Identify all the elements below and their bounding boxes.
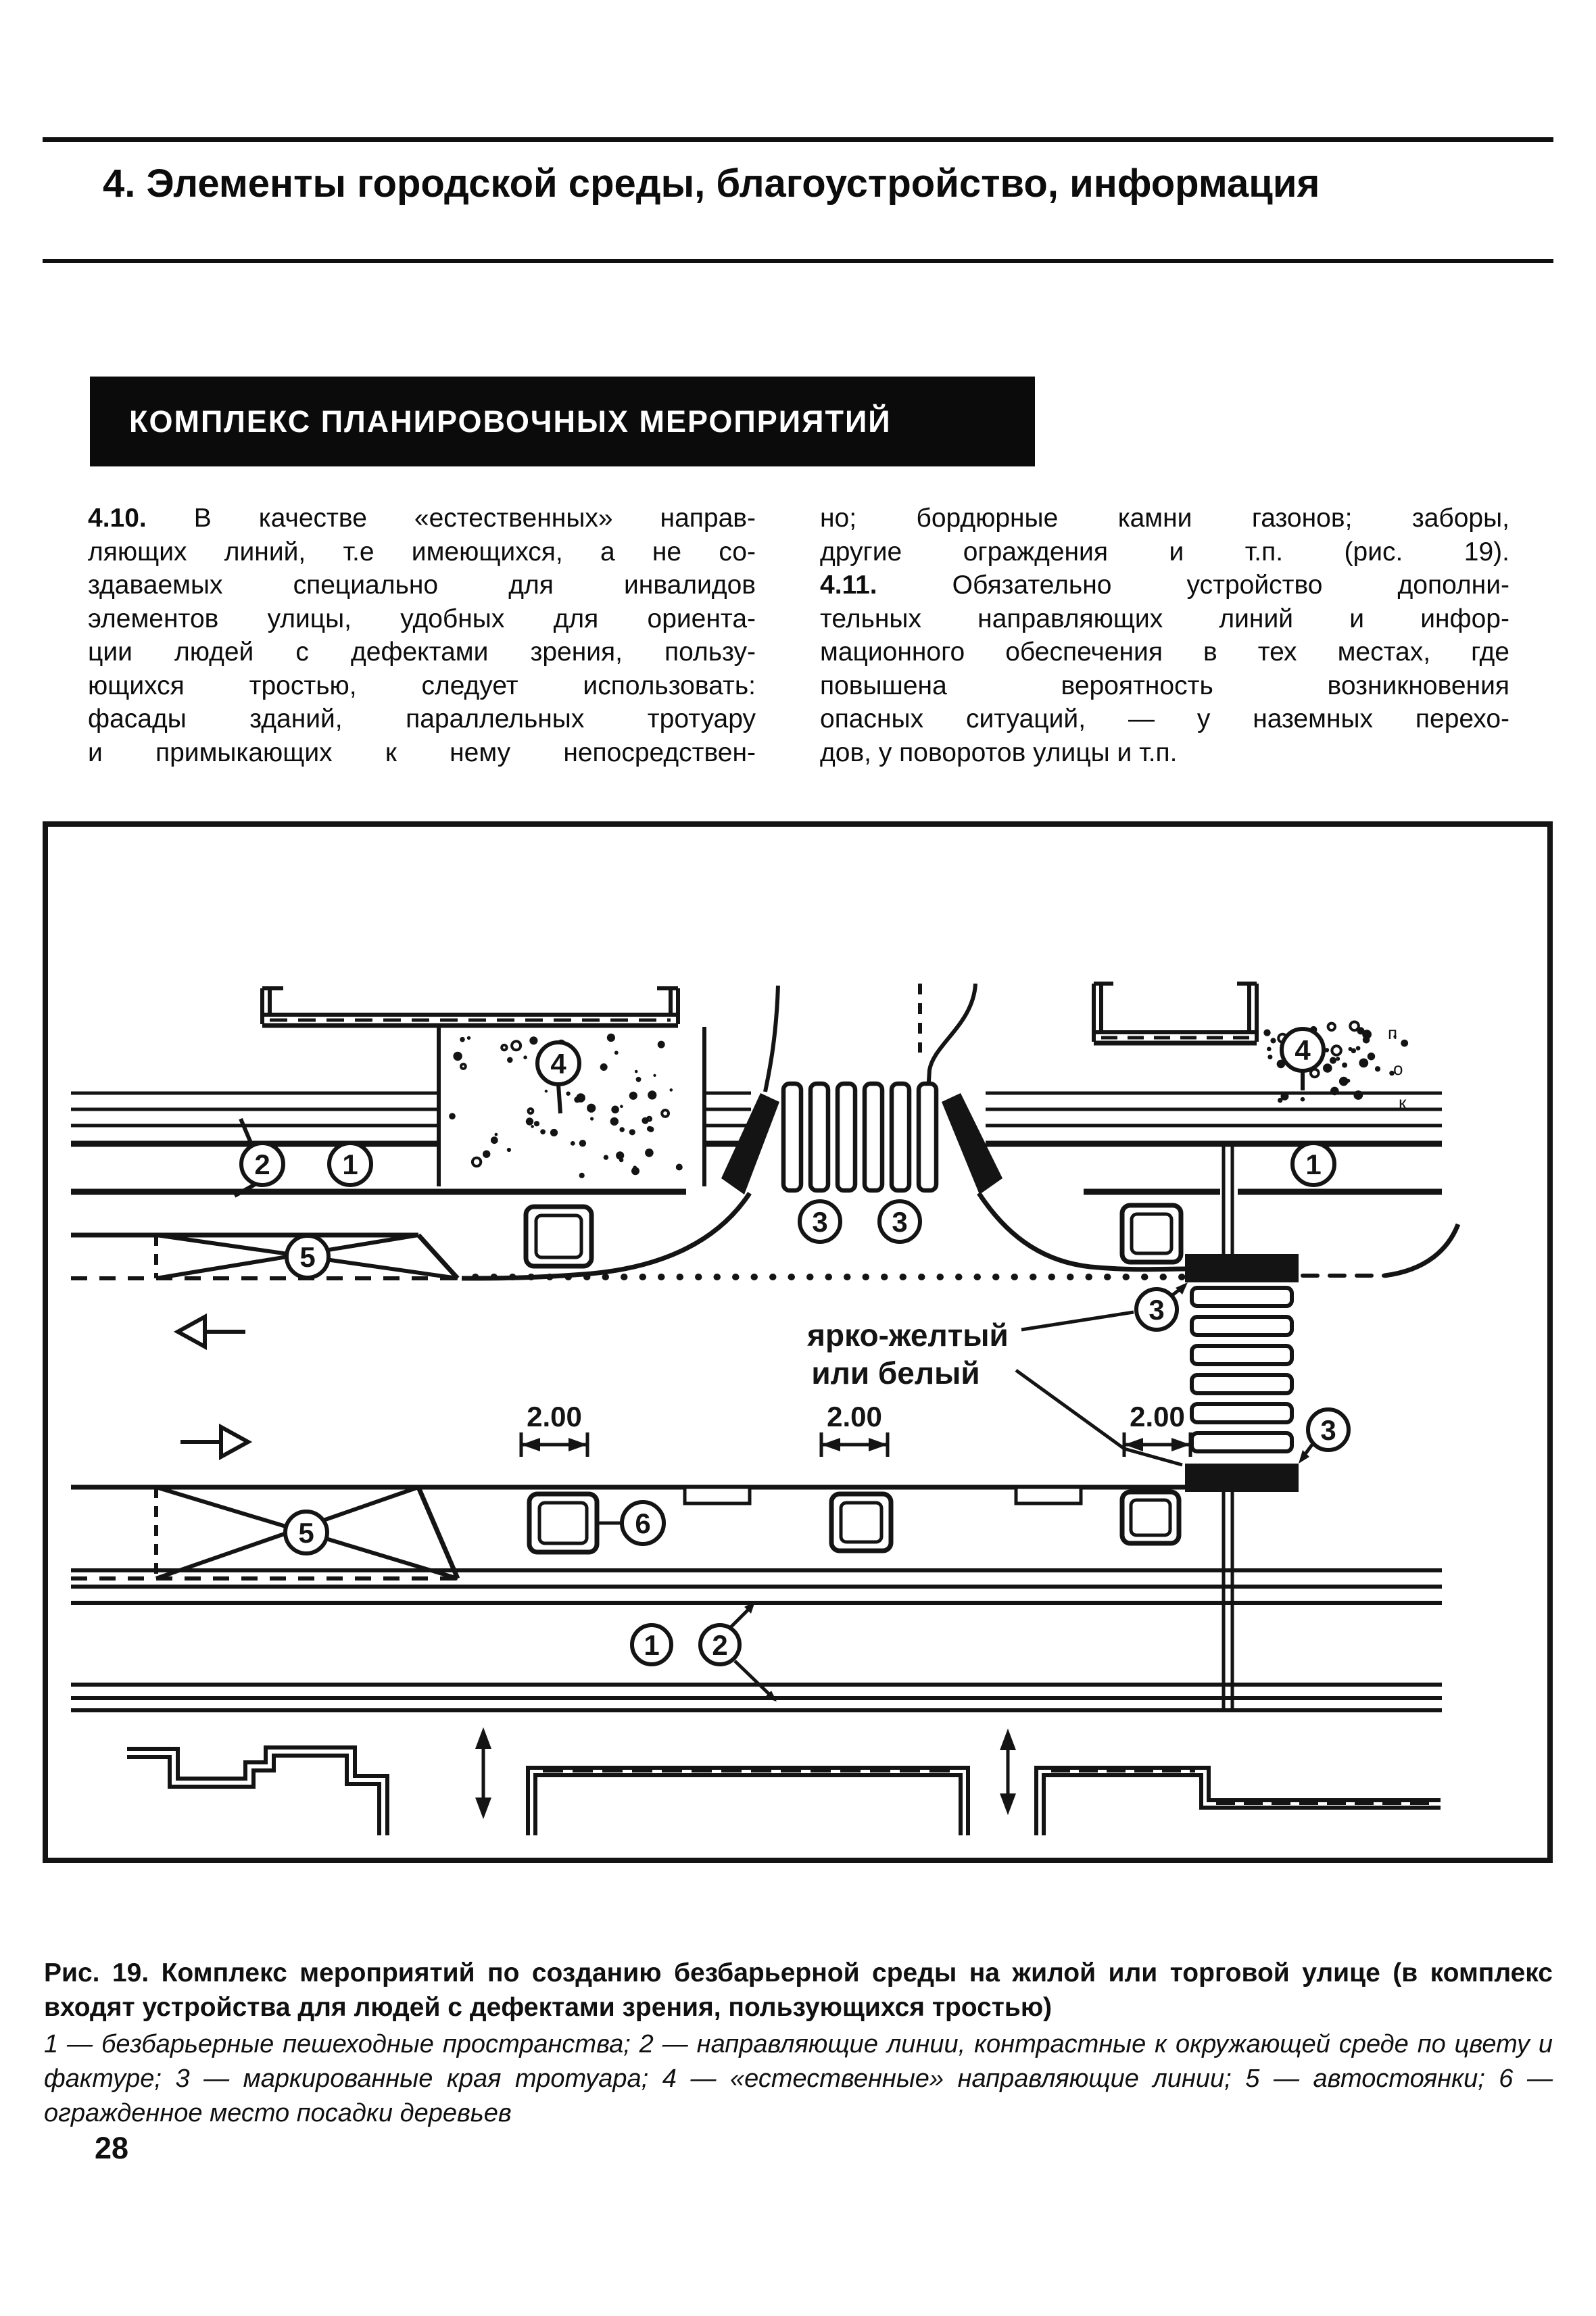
tree-pit-top-right xyxy=(1122,1205,1181,1262)
callout-3-entry-bottom xyxy=(1299,1409,1349,1464)
header-bottom-rule xyxy=(43,259,1553,263)
traffic-arrow-left xyxy=(178,1317,245,1347)
dimension-label: 2.00 xyxy=(1130,1401,1185,1432)
figure-caption xyxy=(44,1956,1553,2131)
callout-number: 4 xyxy=(1295,1034,1311,1066)
callout-number: 2 xyxy=(254,1149,270,1180)
color-note xyxy=(806,1312,1182,1465)
figure-caption-title: Рис. 19. Комплекс мероприятий по созданию безбарьерной среды на жилой или торговой улице (в комплекс входят устройства для людей с дефектами зрения, пользующихся тростью) xyxy=(44,1958,1553,2022)
paragraph-line: опасных ситуаций, — у наземных перехо- xyxy=(820,704,1509,733)
callout-2-top xyxy=(235,1119,283,1196)
guiding-lines-bottom-band-1 xyxy=(71,1570,1442,1603)
figure-caption-legend: 1 — безбарьерные пешеходные пространства; 2 — направляющие линии, контрастные к окружающей среде по цвету и фактуре; 3 — маркированные края тротуара; 4 — «естественные» направляющие линии; 5 — автостоянки; 6 — огражденное место посадки деревьев xyxy=(44,2030,1553,2127)
guiding-lines-bottom-band-2 xyxy=(71,1685,1442,1710)
callout-3-right xyxy=(879,1201,920,1242)
marked-crossing-entry-bottom xyxy=(1185,1464,1299,1492)
callout-number: 5 xyxy=(298,1517,314,1549)
paragraph-line: ции людей с дефектами зрения, пользу- xyxy=(88,637,756,667)
line-text: Обязательно устройство дополни- xyxy=(877,571,1509,600)
para-number: 4.11. xyxy=(820,571,877,600)
stipple-mark: п xyxy=(1388,1023,1398,1043)
callout-4-right xyxy=(1282,1029,1324,1090)
top-rule xyxy=(43,137,1553,142)
body-column-right xyxy=(820,502,1509,769)
marked-curb-edges xyxy=(721,1093,1002,1195)
paragraph-line: мационного обеспечения в тех местах, где xyxy=(820,637,1509,667)
zebra-crossing-vertical xyxy=(1192,1288,1292,1451)
callout-number: 2 xyxy=(712,1629,728,1661)
tree-pit-bottom-2 xyxy=(831,1494,891,1551)
color-note-line2: или белый xyxy=(811,1355,980,1391)
stipple-mark: к xyxy=(1399,1092,1407,1113)
pole xyxy=(1224,1146,1232,1710)
parking-area-bottom xyxy=(71,1487,458,1578)
page-title: 4. Элементы городской среды, благоустройство, информация xyxy=(103,162,1320,206)
body-column-left xyxy=(88,502,756,769)
callout-number: 6 xyxy=(635,1507,651,1539)
kerb-bay-curves xyxy=(462,1193,1458,1278)
sidewalk-edge-lower xyxy=(71,1487,1185,1503)
zebra-crossing-horizontal xyxy=(783,1084,936,1190)
paragraph-line: тельных направляющих линий и инфор- xyxy=(820,604,1509,633)
figure-frame xyxy=(45,824,1550,1860)
paragraph-line: повышена вероятность возникновения xyxy=(820,671,1509,700)
paragraph-line: ющихся тростью, следует использовать: xyxy=(88,671,756,700)
dimension-right xyxy=(1124,1401,1190,1457)
parking-area-top xyxy=(71,1235,458,1278)
callout-number: 3 xyxy=(1320,1414,1336,1446)
line-text: В качестве «естественных» направ- xyxy=(146,504,756,533)
clearance-arrow-2 xyxy=(1000,1729,1016,1815)
paragraph-line: фасады зданий, параллельных тротуару xyxy=(88,704,756,733)
paragraph-line xyxy=(820,569,1509,602)
tree-pit-bottom-1 xyxy=(529,1494,597,1552)
section-banner xyxy=(90,377,1035,466)
paragraph-line: и примыкающих к нему непосредствен- xyxy=(88,738,756,767)
street-plan-drawing xyxy=(43,821,1553,1866)
callout-4-left xyxy=(537,1042,579,1113)
kerb-inlet xyxy=(1016,1487,1081,1503)
tree-pit-top-left xyxy=(526,1207,591,1266)
paragraph-line xyxy=(88,502,756,535)
callout-6 xyxy=(598,1502,664,1544)
paragraph-line: дов, у поворотов улицы и т.п. xyxy=(820,738,1178,767)
stipple-mark: о xyxy=(1393,1059,1403,1079)
building-bottom-right xyxy=(1036,1768,1441,1835)
kerb-inlet xyxy=(685,1487,750,1503)
callout-number: 1 xyxy=(1305,1149,1322,1180)
callout-3-entry-top xyxy=(1136,1282,1188,1330)
paragraph-line: элементов улицы, удобных для ориента- xyxy=(88,604,756,633)
crosswalk-approach-lines xyxy=(765,984,975,1092)
traffic-arrow-right xyxy=(180,1427,248,1457)
dimension-middle xyxy=(821,1401,888,1457)
paragraph-line: здаваемых специально для инвалидов xyxy=(88,571,756,600)
building-top-left xyxy=(262,988,678,1026)
paragraph-line: другие ограждения и т.п. (рис. 19). xyxy=(820,537,1509,566)
callout-number: 1 xyxy=(342,1149,358,1180)
section-banner-label: КОМПЛЕКС ПЛАНИРОВОЧНЫХ МЕРОПРИЯТИЙ xyxy=(129,404,892,439)
callout-number: 4 xyxy=(550,1048,566,1080)
tree-pit-bottom-3 xyxy=(1122,1492,1179,1543)
color-note-line1: ярко-желтый xyxy=(807,1318,1009,1353)
dimension-label: 2.00 xyxy=(527,1401,582,1432)
building-bottom-left xyxy=(127,1747,387,1835)
callout-number: 5 xyxy=(299,1241,316,1273)
building-top-right xyxy=(1094,984,1257,1043)
paragraph-line: ляющих линий, т.е имеющихся, а не со- xyxy=(88,537,756,566)
callout-number: 3 xyxy=(892,1206,908,1238)
dimension-label: 2.00 xyxy=(827,1401,882,1432)
callout-number: 3 xyxy=(1148,1294,1165,1326)
callout-3-left xyxy=(800,1201,840,1242)
building-bottom-middle xyxy=(528,1768,968,1835)
paragraph-line: но; бордюрные камни газонов; заборы, xyxy=(820,504,1509,533)
dimension-left xyxy=(521,1401,587,1457)
para-number: 4.10. xyxy=(88,504,147,533)
page-number: 28 xyxy=(95,2131,129,2165)
marked-crossing-entry-top xyxy=(1185,1254,1299,1282)
callout-number: 3 xyxy=(812,1206,828,1238)
callout-1-top-right xyxy=(1292,1143,1334,1185)
callout-1-top xyxy=(329,1143,371,1185)
callout-1-bottom xyxy=(632,1625,671,1664)
clearance-arrow-1 xyxy=(475,1727,491,1819)
callout-number: 1 xyxy=(644,1629,660,1661)
figure-19-street-plan xyxy=(43,821,1553,1866)
